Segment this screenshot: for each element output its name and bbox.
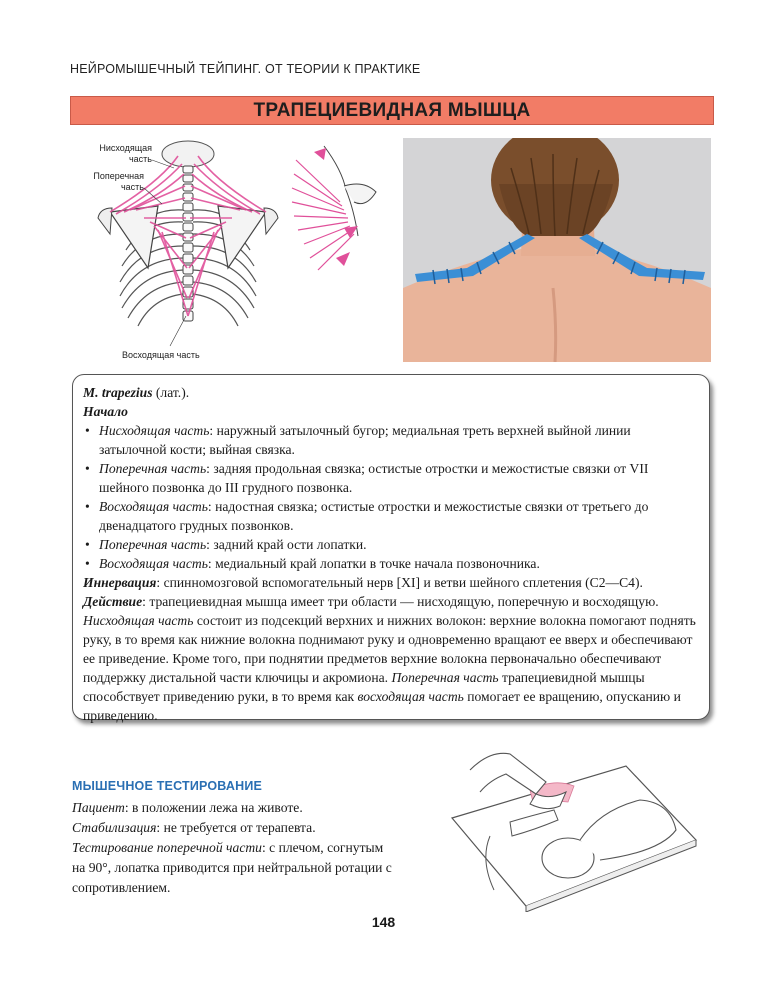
testing-drawing <box>450 740 700 912</box>
action-line: Действие: трапециевидная мышца имеет три области — нисходящую, поперечную и восходящую. <box>83 594 659 609</box>
running-header: НЕЙРОМЫШЕЧНЫЙ ТЕЙПИНГ. ОТ ТЕОРИИ К ПРАКТИКЕ <box>70 62 421 76</box>
origin-list <box>83 421 701 573</box>
patient-line: Пациент: в положении лежа на животе. <box>72 800 303 815</box>
muscle-testing-section <box>72 776 392 898</box>
taping-photo-illustration <box>403 138 711 362</box>
testing-illustration <box>450 740 700 912</box>
section-title-bar <box>70 96 714 125</box>
list-item: • Нисходящая часть: наружный затылочный бугор; медиальная треть верхней выйной линии затылочной кости; выйная связка. <box>83 421 701 459</box>
list-item: • Поперечная часть: задний край ости лопатки. <box>83 535 701 554</box>
test-line: Тестирование поперечной части: с плечом, согнутым на 90°, лопатка приводится при нейтральной ротации с сопротивлением. <box>72 840 392 895</box>
origin-heading: Начало <box>83 404 128 419</box>
list-item: • Поперечная часть: задняя продольная связка; остистые отростки и межостистые связки от VII шейного позвонка до III грудного позвонка. <box>83 459 701 497</box>
latin-name: M. trapezius <box>83 385 153 400</box>
section-title: ТРАПЕЦИЕВИДНАЯ МЫШЦА <box>253 99 531 121</box>
page-number: 148 <box>371 914 396 930</box>
testing-heading: МЫШЕЧНОЕ ТЕСТИРОВАНИЕ <box>72 779 263 793</box>
label-descending-part: Нисходящая часть <box>99 143 152 164</box>
muscle-info-box <box>72 374 710 723</box>
innervation-line: Иннервация: спинномозговой вспомогательный нерв [XI] и ветви шейного сплетения (С2—С4). <box>83 575 643 590</box>
label-transverse-part: Поперечная часть <box>93 171 144 192</box>
action-description: Нисходящая часть состоит из подсекций верхних и нижних волокон: верхние волокна помогают поднять руку, в то время как нижние волокна поднимают руку и одновременно вращают ее вверх и обеспечивают ее приведение. Кроме того, при поднятии предметов верхние волокна первоначально обеспечивают поддержку дистальной части ключицы и акромиона. Поперечная часть трапециевидной мышцы способствует приведению руки, в то время как восходящая часть помогает ее вращению, опусканию и приведению. <box>83 613 696 723</box>
list-item: • Восходящая часть: надостная связка; остистые отростки и межостистые связки от третьего до двенадцатого грудных позвонков. <box>83 497 701 535</box>
taped-back-photo <box>403 138 711 362</box>
muscle-fibers-figure <box>284 140 392 280</box>
label-ascending-part: Восходящая часть <box>122 350 200 360</box>
fiber-illustration <box>284 140 392 280</box>
anatomy-back-figure <box>70 138 280 366</box>
latin-name-line: M. trapezius (лат.). <box>83 385 190 400</box>
stabilization-line: Стабилизация: не требуется от терапевта. <box>72 820 316 835</box>
list-item: • Восходящая часть: медиальный край лопатки в точке начала позвоночника. <box>83 554 701 573</box>
